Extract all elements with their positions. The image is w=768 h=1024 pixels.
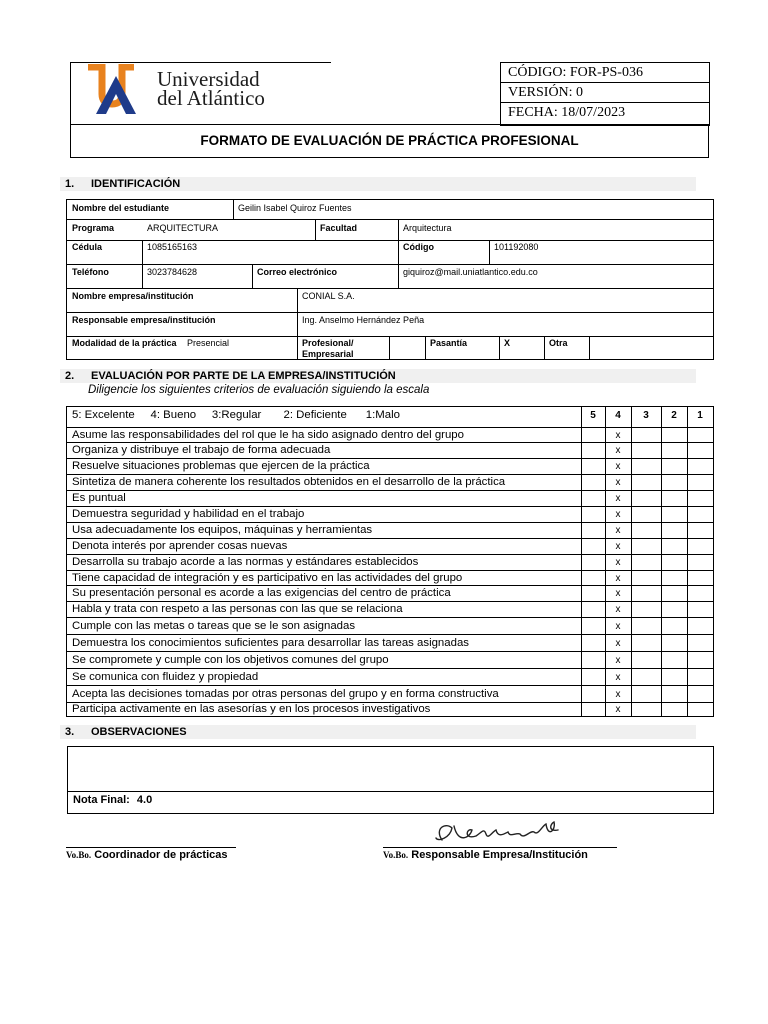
responsable-label: Responsable Empresa/Institución <box>411 849 588 861</box>
nota-final <box>73 794 152 806</box>
criterion-score-mark: x <box>615 671 621 683</box>
section-identificacion-header <box>60 177 696 191</box>
criterion-row-label: Sintetiza de manera coherente los resultados obtenidos en el desarrollo de la práctica <box>72 476 506 488</box>
criterion-score-mark: x <box>615 461 621 472</box>
criterion-row-label: Se compromete y cumple con los objetivos comunes del grupo <box>72 653 389 666</box>
form-title: FORMATO DE EVALUACIÓN DE PRÁCTICA PROFESIONAL <box>70 124 709 158</box>
score-column-5: 5 <box>590 410 596 421</box>
section-number: 2. <box>65 370 75 382</box>
criterion-score-mark: x <box>615 493 621 504</box>
criterion-row-label: Resuelve situaciones problemas que ejercen de la práctica <box>72 460 370 472</box>
doc-version: VERSIÓN: 0 <box>501 83 709 103</box>
profesional-label-1: Profesional/ <box>302 338 354 348</box>
pasantia-mark: X <box>504 338 511 348</box>
nota-final-label: Nota Final: <box>73 794 130 806</box>
criterion-row-label: Tiene capacidad de integración y es participativo en las actividades del grupo <box>72 571 463 584</box>
criterion-score-mark: x <box>615 509 621 520</box>
criterion-row-label: Demuestra los conocimientos suficientes para desarrollar las tareas asignadas <box>72 636 469 649</box>
programa-value: ARQUITECTURA <box>147 223 219 233</box>
section-evaluacion-header <box>60 369 696 383</box>
score-column-4: 4 <box>615 410 621 421</box>
section-title: IDENTIFICACIÓN <box>91 178 181 190</box>
criterion-row-label: Desarrolla su trabajo acorde a las normas y estándares establecidos <box>72 556 419 568</box>
evaluation-table <box>66 406 714 717</box>
responsable-value: Ing. Anselmo Hernández Peña <box>302 315 425 325</box>
profesional-label-2: Empresarial <box>302 349 354 359</box>
nombre-value: Geilin Isabel Quiroz Fuentes <box>238 203 352 213</box>
criterion-score-mark: x <box>615 477 621 488</box>
university-logo-icon <box>82 64 154 114</box>
nota-final-value: 4.0 <box>136 794 153 806</box>
criterion-row-label: Habla y trata con respeto a las personas con las que se relaciona <box>72 603 403 615</box>
criterion-score-mark: x <box>615 572 621 584</box>
modalidad-label: Modalidad de la práctica <box>72 338 177 348</box>
doc-code: CÓDIGO: FOR-PS-036 <box>501 63 709 83</box>
criterion-score-mark: x <box>615 588 621 599</box>
programa-label: Programa <box>72 223 115 233</box>
correo-value: giquiroz@mail.uniatlantico.edu.co <box>403 267 538 277</box>
pasantia-label: Pasantía <box>430 338 468 348</box>
correo-label: Correo electrónico <box>257 267 338 277</box>
responsable-signature <box>430 818 566 850</box>
nombre-label: Nombre del estudiante <box>72 203 170 213</box>
codigo-label: Código <box>403 242 434 252</box>
vobo-label: Vo.Bo. <box>383 850 409 860</box>
section-evaluacion-subtitle: Diligencie los siguientes criterios de evaluación siguiendo la escala <box>88 384 430 396</box>
criterion-score-mark: x <box>615 541 621 552</box>
criterion-score-mark: x <box>615 654 621 666</box>
university-name-line1: Universidad <box>157 67 260 91</box>
criterion-row-label: Su presentación personal es acorde a las exigencias del centro de práctica <box>72 587 451 599</box>
criterion-row-label: Cumple con las metas o tareas que se le son asignadas <box>72 619 356 632</box>
criterion-row-label: Asume las responsabilidades del rol que le ha sido asignado dentro del grupo <box>72 428 464 441</box>
criterion-row-label: Se comunica con fluidez y propiedad <box>72 670 259 683</box>
telefono-label: Teléfono <box>72 267 109 277</box>
coordinador-signature-label <box>66 849 228 861</box>
criterion-score-mark: x <box>615 525 621 536</box>
empresa-value: CONIAL S.A. <box>302 291 355 301</box>
criterion-row-label: Denota interés por aprender cosas nuevas <box>72 540 288 552</box>
cedula-label: Cédula <box>72 242 103 252</box>
otra-label: Otra <box>549 338 568 348</box>
codigo-value: 101192080 <box>494 242 539 252</box>
score-column-1: 1 <box>697 410 703 421</box>
modalidad-value: Presencial <box>187 338 230 348</box>
criterion-score-mark: x <box>615 637 621 649</box>
facultad-label: Facultad <box>320 223 358 233</box>
criterion-row-label: Participa activamente en las asesorías y en los procesos investigativos <box>72 703 431 715</box>
criterion-score-mark: x <box>615 620 621 632</box>
criterion-score-mark: x <box>615 429 621 441</box>
cedula-value: 1085165163 <box>147 242 198 252</box>
university-name <box>157 67 265 110</box>
university-name-line2: del Atlántico <box>157 86 265 110</box>
score-column-3: 3 <box>643 410 649 421</box>
section-number: 3. <box>65 726 75 738</box>
criterion-score-mark: x <box>615 557 621 568</box>
telefono-value: 3023784628 <box>147 267 198 277</box>
criterion-row-label: Es puntual <box>72 492 126 504</box>
section-title: EVALUACIÓN POR PARTE DE LA EMPRESA/INSTITUCIÓN <box>91 370 396 382</box>
responsable-signature-label <box>383 849 588 861</box>
coordinador-label: Coordinador de prácticas <box>94 849 228 861</box>
criterion-score-mark: x <box>615 688 621 700</box>
criterion-row-label: Acepta las decisiones tomadas por otras personas del grupo y en forma constructiva <box>72 687 499 700</box>
observations-box <box>67 746 714 814</box>
facultad-value: Arquitectura <box>403 223 452 233</box>
section-title: OBSERVACIONES <box>91 726 187 738</box>
vobo-label: Vo.Bo. <box>66 850 92 860</box>
responsable-label: Responsable empresa/institución <box>72 315 216 325</box>
empresa-label: Nombre empresa/institución <box>72 291 194 301</box>
criterion-row-label: Usa adecuadamente los equipos, máquinas y herramientas <box>72 524 373 536</box>
doc-date: FECHA: 18/07/2023 <box>508 105 626 120</box>
evaluation-scale: 5: Excelente 4: Bueno 3:Regular 2: Deficiente 1:Malo <box>72 409 400 421</box>
score-column-2: 2 <box>671 410 677 421</box>
document-meta-box <box>500 62 710 126</box>
criterion-score-mark: x <box>615 445 621 456</box>
criterion-row-label: Demuestra seguridad y habilidad en el trabajo <box>72 508 305 520</box>
criterion-score-mark: x <box>615 704 621 715</box>
identification-table <box>66 199 714 360</box>
criterion-score-mark: x <box>615 604 621 615</box>
section-number: 1. <box>65 178 75 190</box>
section-observaciones-header <box>60 725 696 739</box>
criterion-row-label: Organiza y distribuye el trabajo de forma adecuada <box>72 444 331 456</box>
